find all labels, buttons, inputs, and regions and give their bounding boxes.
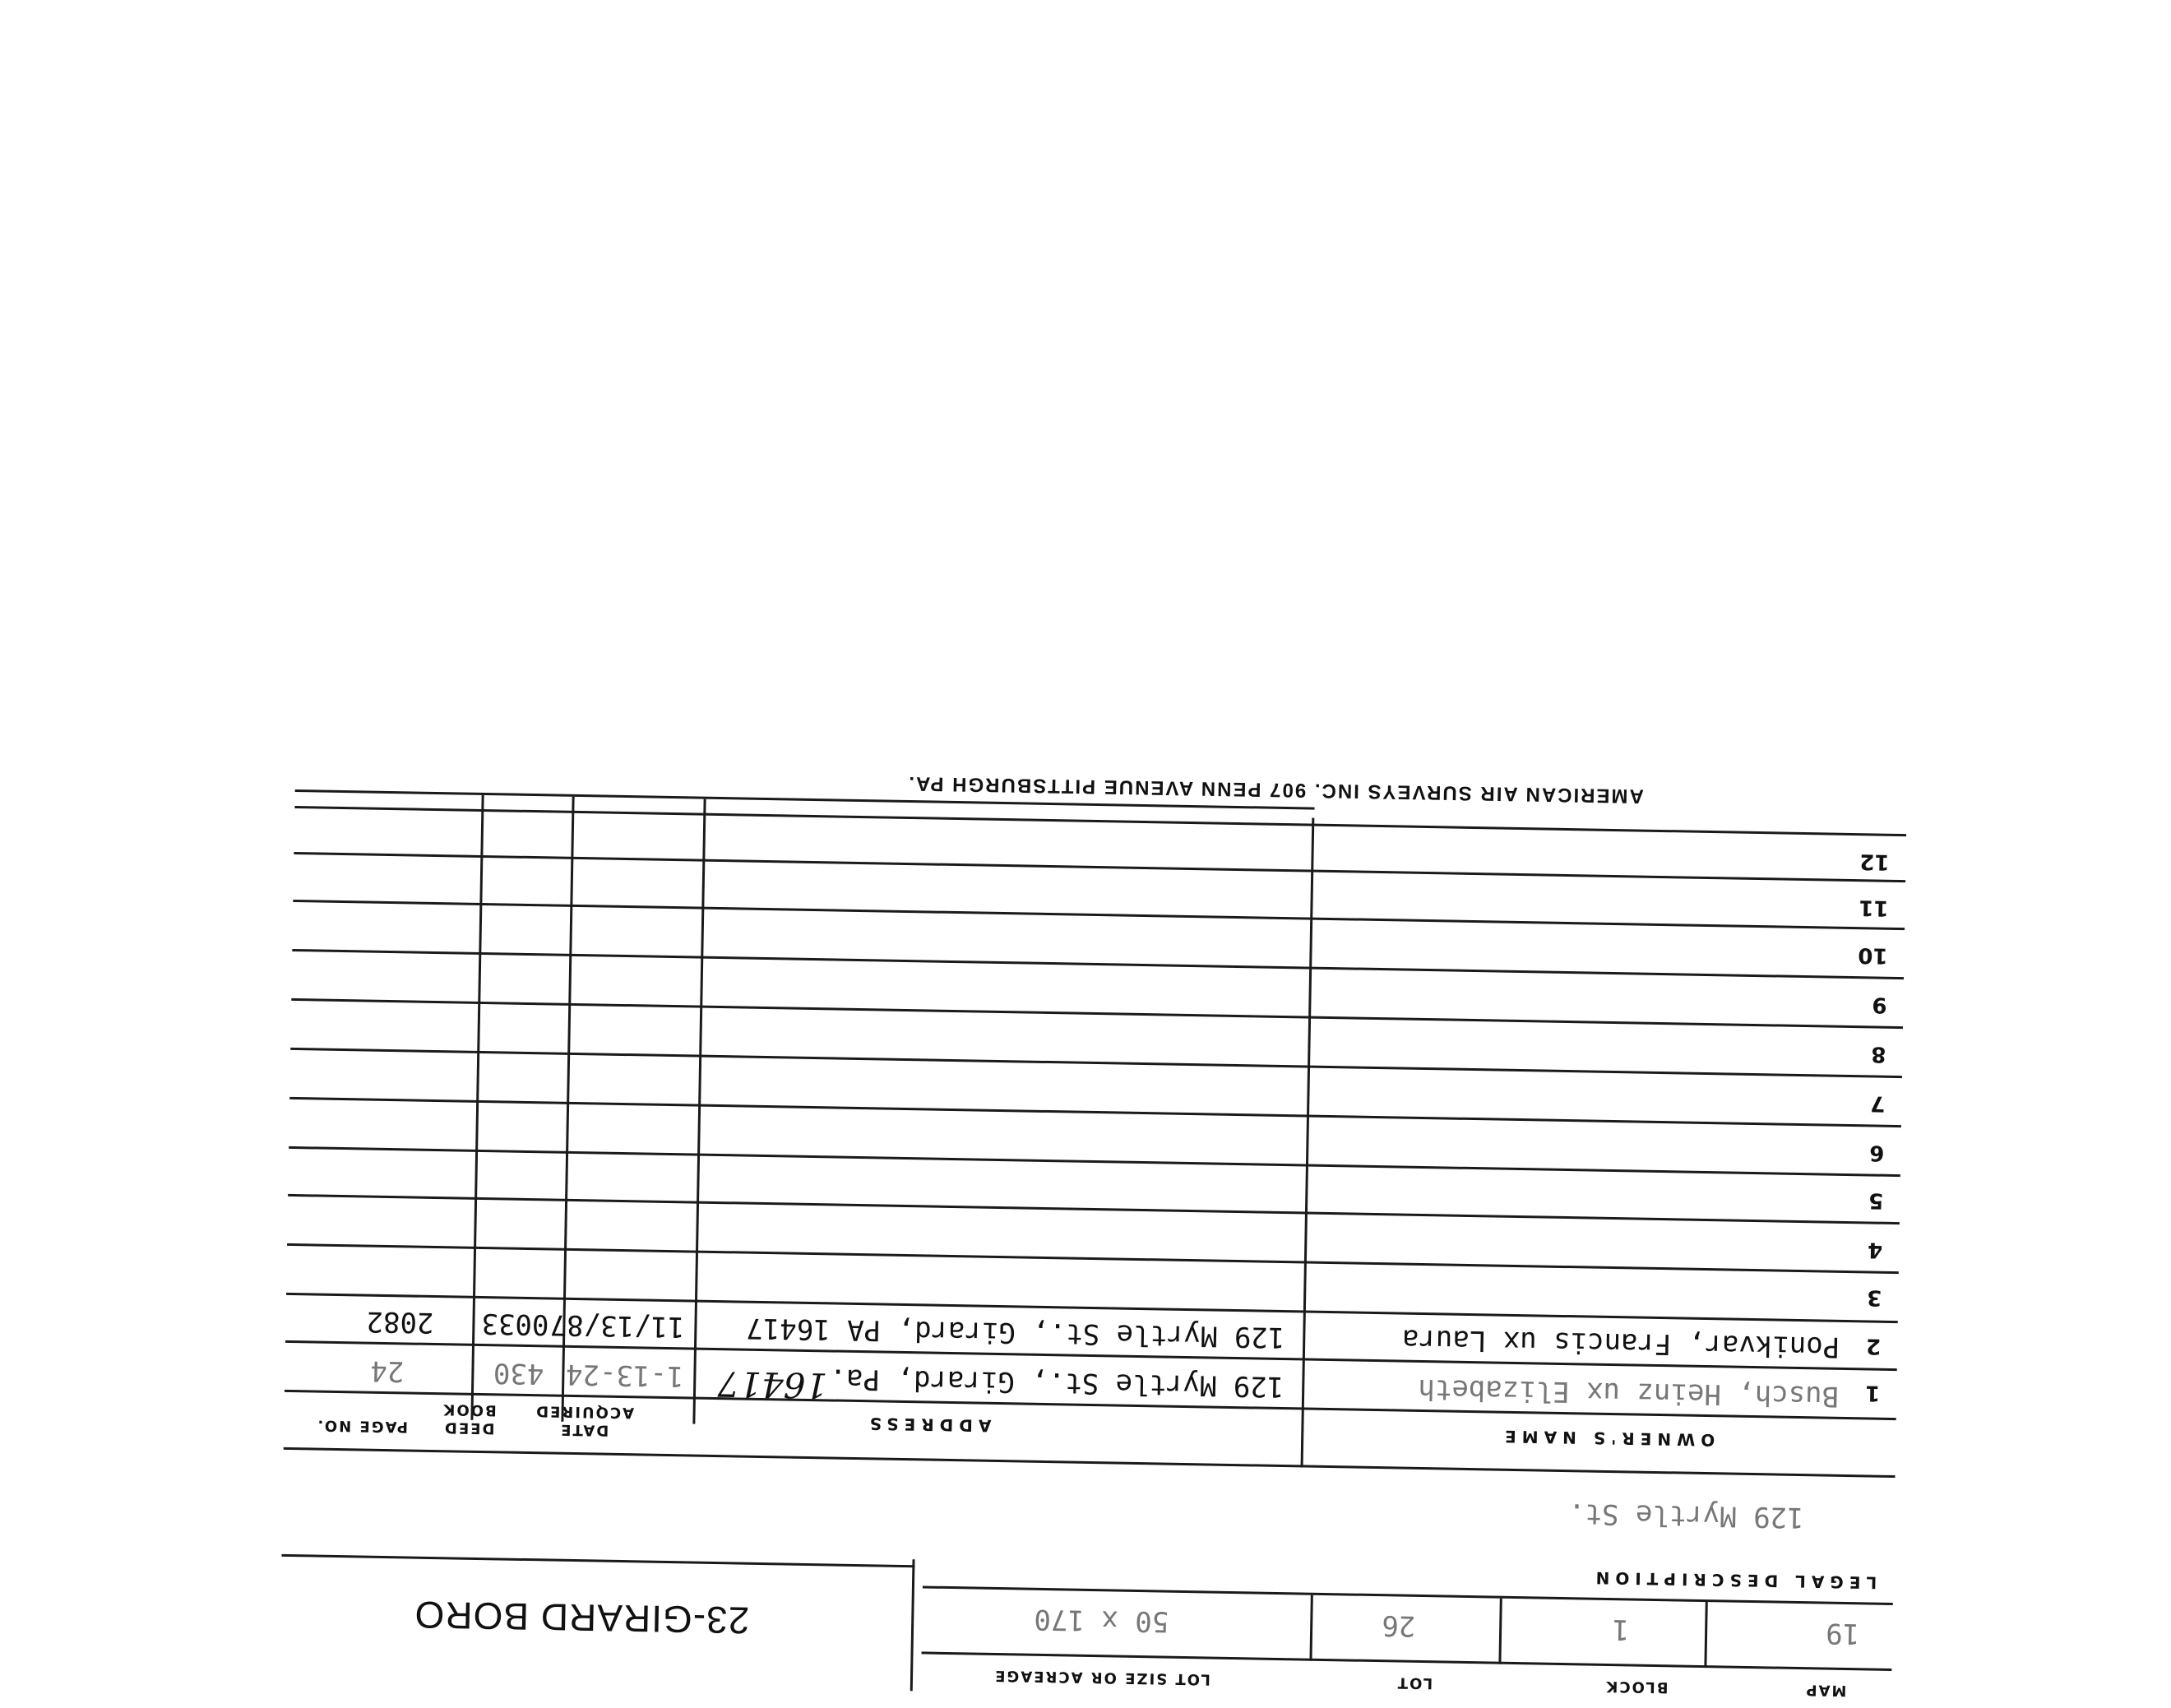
- page-number: 24: [370, 1354, 405, 1388]
- deed-book: 430: [493, 1356, 544, 1391]
- lot-value: 26: [1381, 1608, 1416, 1642]
- lot-size-header: LOT SIZE OR ACREAGE: [993, 1666, 1211, 1688]
- owner-address-divider: [1301, 818, 1315, 1468]
- date-acquired-header: DATE ACQUIRED: [535, 1402, 635, 1439]
- table-top-rule: [284, 1447, 1896, 1478]
- block-lot-divider: [1498, 1599, 1502, 1664]
- lot-header: LOT: [1396, 1673, 1433, 1692]
- owner-name-header: OWNER'S NAME: [1498, 1426, 1715, 1451]
- owner-address: 129 Myrtle St., Girard, PA 16417: [746, 1311, 1285, 1354]
- block-value: 1: [1612, 1613, 1630, 1646]
- map-block-divider: [1704, 1602, 1707, 1668]
- row-rule: [294, 806, 1906, 836]
- owner-name: Busch, Heinz ux Elizabeth: [1418, 1372, 1840, 1413]
- row-number: 4: [1867, 1237, 1883, 1262]
- legal-description-text: 129 Myrtle St.: [1567, 1497, 1804, 1534]
- row-number: 11: [1859, 895, 1889, 920]
- row-number: 7: [1870, 1090, 1886, 1116]
- row-number: 5: [1868, 1187, 1884, 1213]
- row-number: 9: [1872, 992, 1887, 1017]
- map-header: MAP: [1804, 1681, 1847, 1700]
- deed-book-header: DEED BOOK: [442, 1400, 497, 1437]
- row-number: 6: [1868, 1140, 1885, 1165]
- page-number: 2082: [366, 1304, 434, 1340]
- handwritten-zip: 16417: [717, 1363, 828, 1406]
- district-label: 23-GIRARD BORO: [414, 1593, 750, 1642]
- date-acquired: 11/13/87: [549, 1308, 685, 1344]
- row-rule: [289, 1146, 1900, 1177]
- publisher-footer: AMERICAN AIR SURVEYS INC. 907 PENN AVENUE PITTSBURGH PA.: [907, 771, 1645, 808]
- row-number: 2: [1865, 1333, 1882, 1359]
- row-rule: [288, 1194, 1900, 1224]
- row-number: 1: [1864, 1380, 1881, 1405]
- legal-description-label: LEGAL DESCRIPTION: [1590, 1567, 1877, 1593]
- district-divider: [910, 1559, 915, 1691]
- row-number: 12: [1859, 849, 1890, 874]
- row-rule: [293, 900, 1905, 930]
- row-number: 3: [1866, 1284, 1882, 1310]
- address-header: ADDRESS: [863, 1414, 992, 1436]
- lot-size-value: 50 x 170: [1034, 1602, 1169, 1638]
- row-rule: [290, 1048, 1902, 1078]
- deed-book: 0033: [481, 1307, 549, 1341]
- address-date-divider: [692, 799, 706, 1424]
- row-rule: [291, 998, 1903, 1029]
- row-rule: [292, 949, 1904, 979]
- owner-address: 129 Myrtle St., Girard, Pa.: [829, 1362, 1285, 1404]
- row-rule: [287, 1243, 1899, 1274]
- page-no-header: PAGE NO.: [316, 1416, 409, 1436]
- lot-size-divider: [1309, 1595, 1312, 1661]
- block-header: BLOCK: [1604, 1677, 1669, 1696]
- date-acquired: 1-13-24: [565, 1357, 684, 1393]
- owner-name: Ponikvar, Francis ux Laura: [1401, 1322, 1840, 1363]
- district-rule: [281, 1554, 914, 1567]
- row-number: 10: [1858, 942, 1888, 968]
- row-number: 8: [1871, 1041, 1886, 1067]
- property-record-card: [280, 710, 1908, 1708]
- map-value: 19: [1825, 1616, 1860, 1650]
- row-rule: [294, 852, 1905, 882]
- row-rule: [289, 1097, 1901, 1127]
